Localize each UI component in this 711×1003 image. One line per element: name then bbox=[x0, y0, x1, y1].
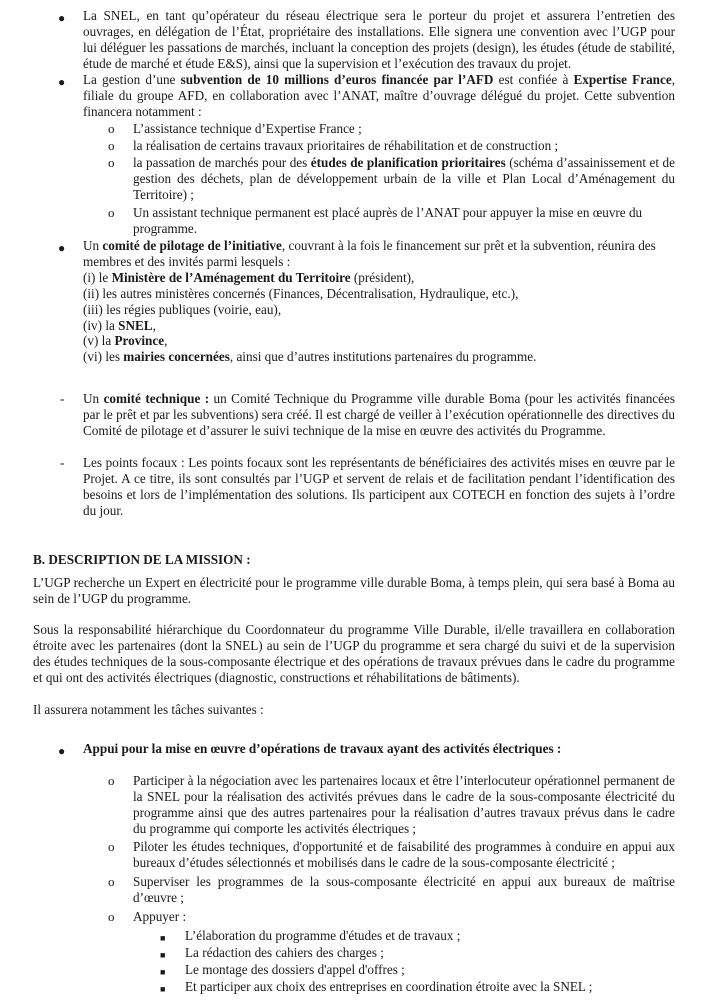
circle-bullet-icon: o bbox=[108, 773, 115, 788]
bullet-icon: ● bbox=[58, 241, 66, 255]
appui-sub-item: La rédaction des cahiers des charges ; bbox=[185, 945, 384, 960]
section-title: B. DESCRIPTION DE LA MISSION : bbox=[33, 552, 251, 567]
appui-title: Appui pour la mise en œuvre d’opérations de travaux ayant des activités électriques : bbox=[83, 741, 562, 756]
appui-item: Piloter les études techniques, d'opportunité et de faisabilité des programmes à conduire en appui aux bureaux d’études sélectionnés et mobilisés dans le cadre de la sous-composante électricité ; bbox=[133, 839, 675, 870]
circle-bullet-icon: o bbox=[108, 874, 115, 889]
bullet-icon: ● bbox=[58, 75, 66, 89]
circle-bullet-icon: o bbox=[108, 205, 115, 220]
paragraph-comite-technique: Un comité technique : un Comité Technique du Programme ville durable Boma (pour les activités financées par le prêt et par les subventions) sera créé. Il est chargé de veiller à l’exécution opérationnelle des directives du Comité de pilotage et d’assurer le suivi technique de la mise en œuvre des activités du Programme. bbox=[83, 391, 675, 438]
subvention-item: la passation de marchés pour des études de planification prioritaires (schéma d’assainissement et de gestion des déchets, plan de développement urbain de la ville et Plan Local d’Aménagement du Territoire) ; bbox=[133, 155, 676, 202]
member-line: (i) le Ministère de l’Aménagement du Territoire (président), bbox=[83, 269, 415, 285]
appui-sub-item: Et participer aux choix des entreprises en coordination étroite avec la SNEL ; bbox=[185, 979, 593, 994]
square-bullet-icon: ■ bbox=[160, 984, 166, 994]
paragraph-recherche: L’UGP recherche un Expert en électricité pour le programme ville durable Boma, à temps plein, qui sera basé à Boma au sein de l’UGP du programme. bbox=[33, 575, 675, 606]
bullet-icon: ● bbox=[58, 744, 66, 758]
subvention-item: L’assistance technique d’Expertise France ; bbox=[133, 121, 362, 136]
appui-item: Participer à la négociation avec les partenaires locaux et être l’interlocuteur opérationnel permanent de la SNEL pour la réalisation des activités prévues dans le cadre de la sous-composante électricité du programme ainsi que des autres partenaires pour la réalisation d’autres travaux prévus dans le cadre du programme qui comporte les activités électriques ; bbox=[133, 773, 675, 836]
paragraph-comite-pilotage bbox=[83, 238, 675, 365]
member-line: (ii) les autres ministères concernés (Finances, Décentralisation, Hydraulique, etc.), bbox=[83, 285, 519, 301]
square-bullet-icon: ■ bbox=[160, 967, 166, 977]
paragraph-subvention: La gestion d’une subvention de 10 millions d’euros financée par l’AFD est confiée à Expertise France, filiale du groupe AFD, en collaboration avec l’ANAT, maître d’ouvrage délégué du projet. Cette subvention financera notamment : bbox=[83, 72, 676, 119]
paragraph-responsabilite: Sous la responsabilité hiérarchique du Coordonnateur du programme Ville Durable, il/elle travaillera en collaboration étroite avec les partenaires (dont la SNEL) au sein de l’UGP du programme et sera chargé du suivi et de la supervision des études techniques de la sous-composante électrique et des opérations de travaux prévues dans le cadre du programme et qui ont des activités électriques (diagnostic, constructions et réhabilitations de bâtiments). bbox=[33, 622, 675, 685]
circle-bullet-icon: o bbox=[108, 138, 115, 153]
subvention-item: la réalisation de certains travaux prioritaires de réhabilitation et de construction ; bbox=[133, 138, 559, 153]
appui-item: Appuyer : bbox=[133, 909, 187, 924]
square-bullet-icon: ■ bbox=[160, 933, 166, 943]
circle-bullet-icon: o bbox=[108, 155, 115, 170]
paragraph-snel: La SNEL, en tant qu’opérateur du réseau électrique sera le porteur du projet et assurera l’entretien des ouvrages, en délégation de l’État, propriétaire des installations. Elle signera une convention avec l’UGP pour lui déléguer les passations de marchés, incluant la conception des projets (design), les études (étude de stabilité, étude de marché et étude E&S), ainsi que la supervision et l’exécution des travaux du projet. bbox=[83, 8, 675, 71]
dash-bullet-icon: - bbox=[60, 455, 65, 470]
member-line: (iv) la SNEL, bbox=[83, 317, 156, 333]
circle-bullet-icon: o bbox=[108, 839, 115, 854]
circle-bullet-icon: o bbox=[108, 909, 115, 924]
bullet-icon: ● bbox=[58, 11, 66, 25]
appui-item: Superviser les programmes de la sous-composante électricité en appui aux bureaux de maîtrise d’œuvre ; bbox=[133, 874, 675, 905]
circle-bullet-icon: o bbox=[108, 121, 115, 136]
square-bullet-icon: ■ bbox=[160, 950, 166, 960]
paragraph-taches: Il assurera notamment les tâches suivantes : bbox=[33, 702, 264, 717]
member-line: (iii) les régies publiques (voirie, eau), bbox=[83, 301, 282, 317]
subvention-item: Un assistant technique permanent est placé auprès de l’ANAT pour appuyer la mise en œuvre du programme. bbox=[133, 205, 643, 236]
member-line: (vi) les mairies concernées, ainsi que d’autres institutions partenaires du programme. bbox=[83, 349, 537, 365]
dash-bullet-icon: - bbox=[60, 391, 65, 406]
member-line: (v) la Province, bbox=[83, 333, 168, 349]
paragraph-points-focaux: Les points focaux : Les points focaux sont les représentants de bénéficiaires des activités mises en œuvre par le Projet. A ce titre, ils sont consultés par l’UGP et servent de relais et de facilitation pendant l’identification des besoins et lors de l’implémentation des solutions. Ils participent aux COTECH en fonction des sujets à l’ordre du jour. bbox=[83, 455, 675, 518]
appui-sub-item: L’élaboration du programme d'études et de travaux ; bbox=[185, 928, 461, 943]
appui-sub-item: Le montage des dossiers d'appel d'offres ; bbox=[185, 962, 405, 977]
comite-pilotage-intro: Un comité de pilotage de l’initiative, couvrant à la fois le financement sur prêt et la subvention, réunira des membres et des invités parmi lesquels : bbox=[83, 238, 656, 269]
